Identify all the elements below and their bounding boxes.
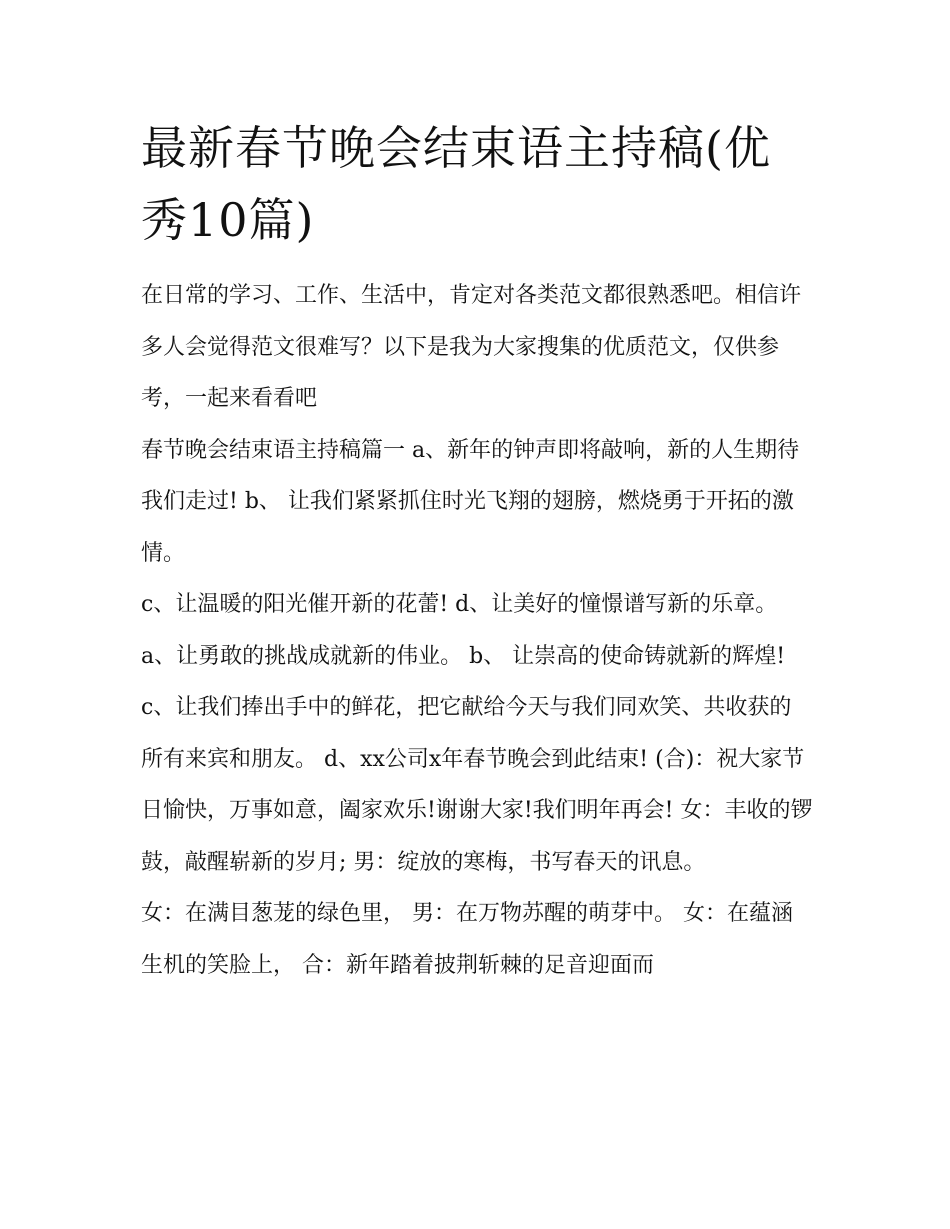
paragraph-intro: 在日常的学习、工作、生活中，肯定对各类范文都很熟悉吧。相信许多人会觉得范文很难写？以下是我为大家搜集的优质范文，仅供参考，一起来看看吧: [141, 283, 802, 411]
paragraph-1: 春节晚会结束语主持稿篇一 a、新年的钟声即将敲响，新的人生期待我们走过! b、 让我们紧紧抓住时光飞翔的翅膀，燃烧勇于开拓的激情。: [141, 437, 800, 566]
paragraph-2: c、让温暖的阳光催开新的花蕾! d、让美好的憧憬谱写新的乐章。 a、让勇敢的挑战成就新的伟业。 b、 让崇高的使命铸就新的辉煌!: [141, 592, 786, 669]
paragraph-3: c、让我们捧出手中的鲜花，把它献给今天与我们同欢笑、共收获的所有来宾和朋友。 d、xx公司x年春节晚会到此结束! (合)：祝大家节日愉快，万事如意，阖家欢乐!谢谢大家!我们明年再会! 女：丰收的锣鼓，敲醒崭新的岁月; 男：绽放的寒梅，书写春天的讯息。: [141, 695, 813, 875]
document-page: [141, 112, 813, 991]
paragraph-4: 女：在满目葱茏的绿色里， 男：在万物苏醒的萌芽中。 女：在蕴涵生机的笑脸上， 合：新年踏着披荆斩棘的足音迎面而: [141, 901, 793, 978]
document-title: 最新春节晚会结束语主持稿(优秀10篇): [141, 121, 771, 247]
